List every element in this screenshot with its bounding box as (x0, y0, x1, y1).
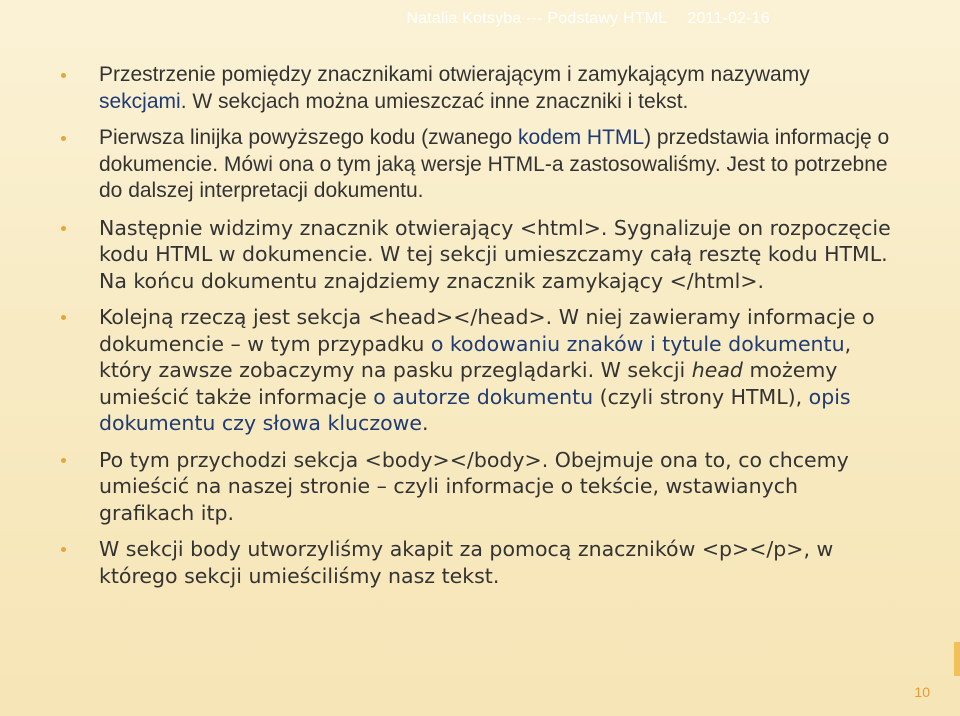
bullet-text: Następnie widzimy znacznik otwierający <html>. Sygnalizuje on rozpoczęcie kodu HTML w dokumencie. W tej sekcji umieszczamy całą resztę kodu HTML. Na końcu dokumentu znajdziemy znacznik zamykający </html>. (99, 215, 891, 293)
highlight-term: o autorze dokumentu (373, 384, 594, 409)
slide-header (406, 10, 770, 28)
bullet-item (58, 304, 898, 437)
bullet-text: Pierwsza linijka powyższego kodu (zwanego (99, 126, 519, 149)
page-number: 10 (914, 684, 930, 700)
bullet-text: Przestrzenie pomiędzy znacznikami otwierającym i zamykającym nazywamy (99, 63, 810, 86)
bullet-item (58, 62, 898, 115)
highlight-term: opis dokumentu czy słowa kluczowe (99, 384, 851, 435)
bullet-text: W sekcji body utworzyliśmy akapit za pomocą znaczników <p></p>, w którego sekcji umieściliśmy nasz tekst. (99, 537, 834, 588)
header-author: Natalia Kotsyba --- Podstawy HTML (406, 10, 668, 27)
highlight-term: kodem HTML (518, 126, 645, 149)
bullet-list (58, 62, 898, 599)
bullet-text: . (422, 411, 429, 435)
bullet-item (58, 125, 898, 205)
bullet-item (58, 215, 898, 295)
bullet-text: Kolejną rzeczą jest sekcja <head></head>. W niej zawieramy informacje o dokumencie – w tym przypadku (99, 305, 875, 356)
highlight-term: sekcjami (99, 89, 181, 113)
bullet-text: . W sekcjach można umieszczać inne znaczniki i tekst. (180, 89, 689, 113)
italic-term: head (691, 358, 743, 382)
bullet-text: możemy umieścić także informacje (99, 358, 838, 409)
bullet-text: ) przedstawia informację o dokumencie. Mówi ona o tym jaką wersje HTML-a zastosowaliśmy. Jest to potrzebne do dalszej interpretacji dokumentu. (99, 126, 890, 202)
header-date: 2011-02-16 (687, 10, 770, 27)
bullet-text: (czyli strony HTML), (593, 384, 809, 409)
highlight-term: o kodowaniu znaków i tytule dokumentu (430, 331, 845, 356)
bullet-text: Po tym przychodzi sekcja <body></body>. Obejmuje ona to, co chcemy umieścić na naszej stronie – czyli informacje o tekście, wstawianych grafikach itp. (99, 447, 849, 525)
bullet-text: , który zawsze zobaczymy na pasku przeglądarki. W sekcji (99, 331, 852, 382)
bullet-item (58, 447, 898, 527)
corner-accent (954, 642, 960, 676)
bullet-item (58, 536, 898, 589)
